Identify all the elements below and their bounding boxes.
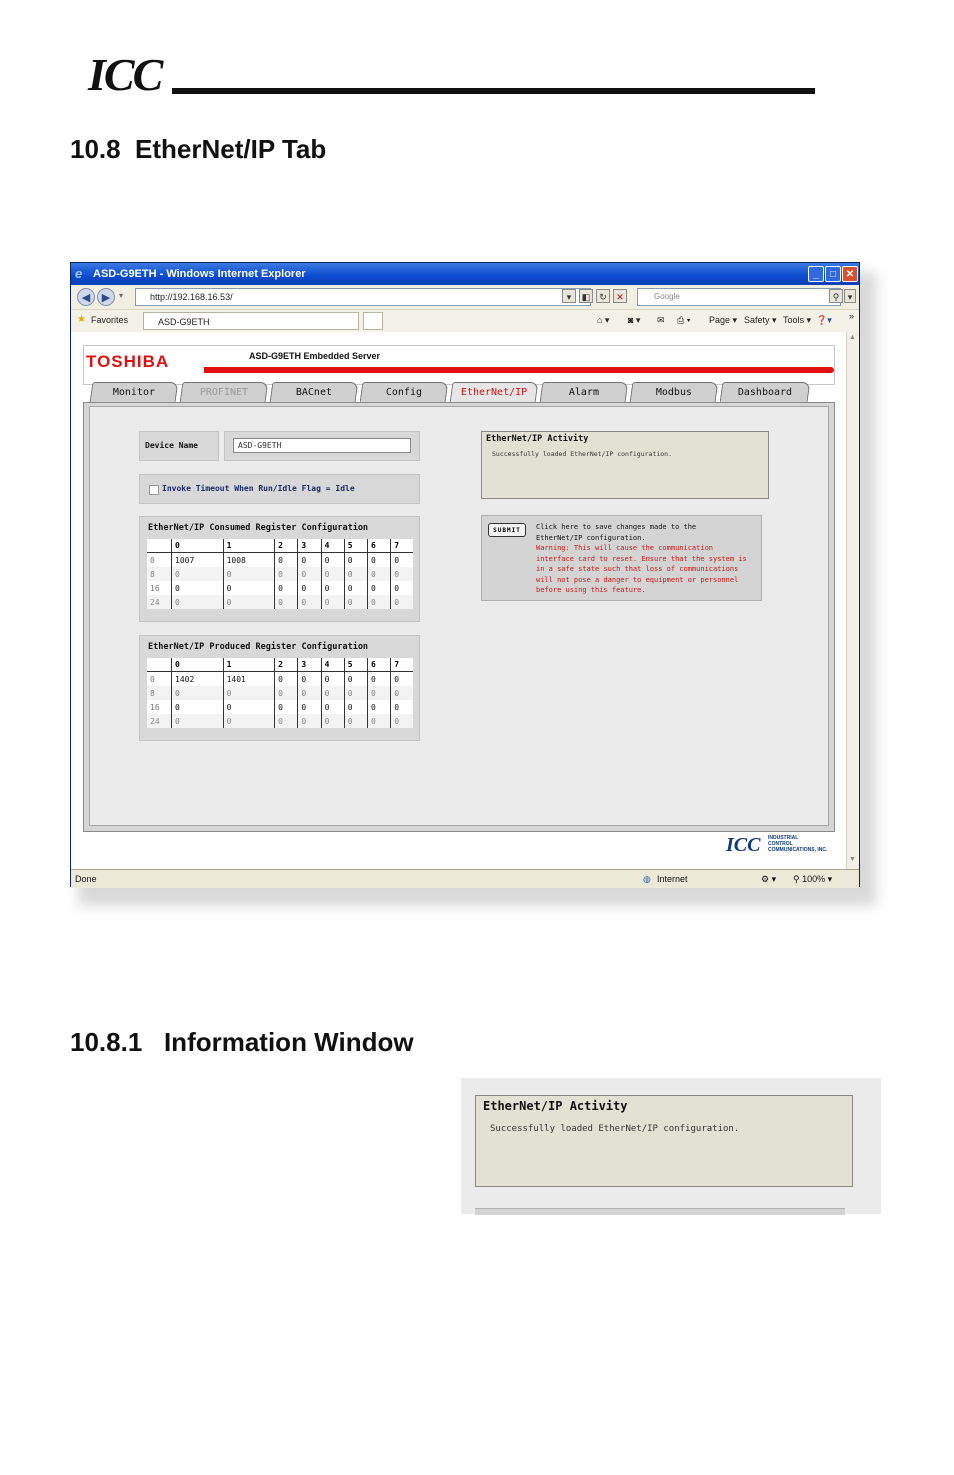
print-icon[interactable]: ⎙ ▾: [677, 315, 691, 325]
register-cell[interactable]: 0: [368, 595, 391, 609]
submit-info: [536, 522, 696, 543]
submit-warning: [536, 543, 747, 596]
register-cell[interactable]: 0: [275, 700, 298, 714]
register-cell[interactable]: 0: [223, 595, 275, 609]
consumed-col-5: 5: [344, 539, 367, 553]
consumed-header-row: [147, 539, 413, 553]
submit-panel: [481, 515, 762, 601]
tab-dashboard-label: Dashboard: [737, 387, 792, 398]
status-text: Done: [75, 874, 97, 884]
favorites-button[interactable]: Favorites: [91, 315, 129, 325]
new-tab-button[interactable]: [363, 312, 383, 330]
register-cell[interactable]: 0: [223, 714, 275, 728]
tab-ethernet-ip[interactable]: [450, 382, 539, 403]
register-cell[interactable]: 0: [321, 595, 344, 609]
scroll-up-icon[interactable]: ▲: [849, 334, 856, 341]
tab-content: [83, 402, 835, 832]
produced-config-title: EtherNet/IP Produced Register Configuration: [148, 642, 369, 652]
protected-mode-icon[interactable]: ⚙ ▾: [761, 874, 777, 884]
register-cell[interactable]: 1401: [223, 672, 275, 687]
register-cell[interactable]: 0: [223, 567, 275, 581]
tab-monitor[interactable]: [90, 382, 179, 402]
consumed-col-0: 0: [172, 539, 224, 553]
tab-monitor-label: Monitor: [112, 387, 155, 398]
register-cell[interactable]: 0: [391, 595, 413, 609]
register-cell[interactable]: 0: [344, 581, 367, 595]
toolbar-page-label: Page: [709, 315, 731, 325]
table-row: [147, 714, 413, 728]
icc-footer-line: COMMUNICATIONS, INC.: [768, 847, 828, 853]
section-title: 10.8 EtherNet/IP Tab: [70, 134, 327, 164]
register-cell[interactable]: 0: [321, 567, 344, 581]
produced-register-table: [147, 658, 413, 728]
row-offset: 24: [147, 595, 172, 609]
toolbar-tools-label: Tools: [783, 315, 805, 325]
register-cell[interactable]: 1008: [223, 553, 275, 568]
register-cell[interactable]: 0: [275, 553, 298, 568]
browser-tab[interactable]: ASD-G9ETH: [143, 312, 359, 330]
register-cell[interactable]: 0: [391, 714, 413, 728]
register-cell[interactable]: 0: [321, 553, 344, 568]
scroll-down-icon[interactable]: ▼: [849, 856, 856, 863]
register-cell[interactable]: 0: [344, 672, 367, 687]
tab-modbus[interactable]: [630, 382, 719, 402]
register-cell[interactable]: 0: [391, 686, 413, 700]
ie-icon: e: [75, 266, 83, 281]
device-name-label-box: [139, 431, 219, 461]
produced-col-6: 6: [368, 658, 391, 672]
register-cell[interactable]: 0: [391, 567, 413, 581]
search-icon[interactable]: ⚲: [829, 289, 843, 303]
register-cell[interactable]: 0: [391, 700, 413, 714]
activity-title-zoom: EtherNet/IP Activity: [483, 1099, 628, 1113]
register-cell[interactable]: 0: [275, 714, 298, 728]
minimize-icon[interactable]: _: [808, 266, 824, 282]
table-row: [147, 553, 413, 568]
register-cell[interactable]: 0: [298, 714, 321, 728]
warning-line: before using this feature.: [536, 586, 646, 594]
timeout-checkbox[interactable]: [149, 485, 159, 495]
register-cell[interactable]: 0: [344, 567, 367, 581]
tab-config-label: Config: [385, 387, 422, 398]
favorites-star-icon: ★: [77, 314, 86, 325]
register-cell[interactable]: 0: [298, 595, 321, 609]
register-cell[interactable]: 0: [298, 553, 321, 568]
tab-ethernet-ip-label: EtherNet/IP: [460, 387, 528, 398]
tab-dashboard[interactable]: [720, 382, 811, 402]
register-cell[interactable]: 0: [172, 567, 224, 581]
produced-col-3: 3: [298, 658, 321, 672]
tab-profinet[interactable]: [180, 382, 269, 402]
address-bar-row: [71, 285, 859, 310]
submit-button[interactable]: SUBMIT: [488, 523, 526, 537]
register-cell[interactable]: 1402: [172, 672, 224, 687]
activity-message-zoom: Successfully loaded EtherNet/IP configuration.: [490, 1124, 740, 1134]
register-cell[interactable]: 0: [321, 581, 344, 595]
consumed-col-4: 4: [321, 539, 344, 553]
submit-info-line: EtherNet/IP configuration.: [536, 533, 646, 542]
warning-line: Warning: This will cause the communication: [536, 544, 714, 552]
row-offset: 8: [147, 567, 172, 581]
subsection-title: 10.8.1 Information Window: [70, 1027, 414, 1057]
tab-bacnet[interactable]: [270, 382, 359, 402]
timeout-checkbox-label: Invoke Timeout When Run/Idle Flag = Idle: [162, 484, 355, 493]
register-cell[interactable]: 0: [223, 686, 275, 700]
toshiba-logo: TOSHIBA: [86, 352, 170, 371]
register-cell[interactable]: 0: [344, 714, 367, 728]
register-cell[interactable]: 0: [275, 581, 298, 595]
window-titlebar: [71, 263, 859, 285]
consumed-col-6: 6: [368, 539, 391, 553]
row-offset: 16: [150, 702, 160, 712]
address-dropdown-icon[interactable]: ▾: [562, 289, 576, 303]
toolbar-safety[interactable]: Safety ▾: [744, 315, 777, 325]
forward-icon[interactable]: ▶: [97, 288, 115, 306]
register-cell[interactable]: 0: [391, 553, 413, 568]
globe-icon: ◍: [643, 874, 651, 884]
register-cell[interactable]: 0: [275, 567, 298, 581]
row-offset: 16: [150, 583, 160, 593]
table-row: [147, 700, 413, 714]
register-cell[interactable]: 0: [172, 686, 224, 700]
chevron-more-icon[interactable]: »: [849, 311, 855, 321]
produced-col-4: 4: [321, 658, 344, 672]
row-offset: 0: [150, 674, 155, 684]
register-cell[interactable]: 0: [368, 553, 391, 568]
register-cell[interactable]: 0: [172, 581, 224, 595]
home-icon[interactable]: ⌂ ▾: [597, 315, 610, 325]
search-input[interactable]: Google: [637, 288, 841, 306]
timeout-checkbox-box: [139, 474, 420, 504]
zoom-capture: [461, 1078, 881, 1214]
window-title: ASD-G9ETH - Windows Internet Explorer: [93, 268, 306, 280]
history-dropdown-icon[interactable]: ▾: [119, 291, 124, 300]
status-zone: Internet: [657, 874, 688, 884]
register-cell[interactable]: 0: [172, 714, 224, 728]
icc-footer-line: INDUSTRIAL: [768, 835, 799, 841]
register-cell[interactable]: 0: [368, 581, 391, 595]
register-cell[interactable]: 0: [321, 672, 344, 687]
close-icon[interactable]: ✕: [842, 266, 858, 282]
icc-footer-line: CONTROL: [768, 841, 793, 847]
consumed-col-1: 1: [223, 539, 275, 553]
status-bar: [71, 869, 859, 888]
back-icon[interactable]: ◀: [77, 288, 95, 306]
app-title: ASD-G9ETH Embedded Server: [249, 351, 381, 361]
device-name-input[interactable]: ASD-G9ETH: [233, 438, 411, 453]
toolbar-tools[interactable]: Tools ▾: [783, 315, 812, 325]
zoom-capture-edge: [475, 1208, 845, 1215]
register-cell[interactable]: 0: [368, 672, 391, 687]
vertical-scrollbar[interactable]: [846, 332, 859, 869]
register-cell[interactable]: 0: [321, 700, 344, 714]
register-cell[interactable]: 0: [368, 686, 391, 700]
browser-window: [70, 262, 860, 887]
register-cell[interactable]: 0: [344, 553, 367, 568]
tab-content-inner: [89, 406, 829, 826]
toolbar-safety-label: Safety: [744, 315, 770, 325]
register-cell[interactable]: 0: [223, 700, 275, 714]
register-cell[interactable]: 0: [368, 700, 391, 714]
page-viewport: [71, 332, 846, 869]
tab-alarm-label: Alarm: [568, 387, 599, 398]
table-row: [147, 595, 413, 609]
produced-col-7: 7: [391, 658, 413, 672]
toolbar-page[interactable]: Page ▾: [709, 315, 738, 325]
favorites-bar: [71, 310, 859, 333]
register-cell[interactable]: 0: [368, 567, 391, 581]
consumed-register-table: [147, 539, 413, 609]
refresh-icon[interactable]: ↻: [596, 289, 610, 303]
consumed-col-7: 7: [391, 539, 413, 553]
register-cell[interactable]: 0: [298, 700, 321, 714]
register-cell[interactable]: 0: [368, 714, 391, 728]
register-cell[interactable]: 0: [275, 686, 298, 700]
table-row: [147, 567, 413, 581]
register-cell[interactable]: 0: [344, 686, 367, 700]
header-red-line: [204, 367, 834, 373]
register-cell[interactable]: 0: [298, 672, 321, 687]
help-icon[interactable]: ❓▾: [816, 315, 832, 325]
tab-modbus-label: Modbus: [655, 387, 692, 398]
register-cell[interactable]: 0: [321, 686, 344, 700]
register-cell[interactable]: 0: [223, 581, 275, 595]
icc-footer-logo: ICC: [726, 834, 761, 856]
consumed-corner: [147, 539, 172, 553]
produced-header-row: [147, 658, 413, 672]
produced-col-5: 5: [344, 658, 367, 672]
produced-col-2: 2: [275, 658, 298, 672]
search-options-icon[interactable]: ▾: [844, 289, 856, 303]
tab-alarm[interactable]: [540, 382, 629, 402]
warning-line: interface card to reset. Ensure that the system is: [536, 554, 747, 563]
register-cell[interactable]: 0: [298, 567, 321, 581]
register-cell[interactable]: 0: [344, 595, 367, 609]
activity-title: EtherNet/IP Activity: [486, 434, 589, 444]
activity-window: [481, 431, 769, 499]
table-row: [147, 581, 413, 595]
warning-line: will not pose a danger to equipment or personnel: [536, 575, 739, 584]
register-cell[interactable]: 0: [298, 686, 321, 700]
register-cell[interactable]: 0: [275, 595, 298, 609]
tab-config[interactable]: [360, 382, 449, 402]
device-name-label: Device Name: [145, 441, 198, 450]
row-offset: 8: [147, 686, 172, 700]
zoom-level: 100%: [802, 874, 826, 884]
register-cell[interactable]: 0: [344, 700, 367, 714]
icc-logo: ICC: [88, 49, 162, 100]
device-name-box: [224, 431, 420, 461]
activity-message: Successfully loaded EtherNet/IP configuration.: [492, 450, 673, 458]
maximize-icon[interactable]: □: [825, 266, 841, 282]
zoom-control[interactable]: ⚲ 100% ▾: [793, 874, 833, 884]
submit-info-line: Click here to save changes made to the: [536, 523, 697, 531]
produced-col-0: 0: [172, 658, 224, 672]
produced-config-panel: [139, 635, 420, 741]
register-cell[interactable]: 0: [172, 595, 224, 609]
address-input[interactable]: http://192.168.16.53/: [135, 288, 591, 306]
register-cell[interactable]: 0: [298, 581, 321, 595]
header-rule: [172, 88, 815, 94]
tab-profinet-label: PROFINET: [199, 387, 248, 398]
register-cell[interactable]: 1007: [172, 553, 224, 568]
mail-icon[interactable]: ✉: [657, 315, 665, 325]
consumed-col-3: 3: [298, 539, 321, 553]
compat-icon[interactable]: ◧: [579, 289, 593, 303]
stop-icon[interactable]: ✕: [613, 289, 627, 303]
tab-bacnet-label: BACnet: [295, 387, 332, 398]
register-cell[interactable]: 0: [172, 700, 224, 714]
register-cell[interactable]: 0: [391, 672, 413, 687]
feeds-icon[interactable]: ◙ ▾: [628, 315, 641, 325]
produced-corner: [147, 658, 172, 672]
row-offset: 24: [147, 714, 172, 728]
register-cell[interactable]: 0: [391, 581, 413, 595]
table-row: [147, 686, 413, 700]
consumed-config-title: EtherNet/IP Consumed Register Configuration: [148, 523, 369, 533]
icc-footer-text: [768, 835, 827, 853]
warning-line: in a safe state such that loss of communications: [536, 565, 739, 573]
row-offset: 0: [150, 555, 155, 565]
produced-col-1: 1: [223, 658, 275, 672]
register-cell[interactable]: 0: [321, 714, 344, 728]
consumed-config-panel: [139, 516, 420, 622]
register-cell[interactable]: 0: [275, 672, 298, 687]
activity-window-zoom: [475, 1095, 853, 1187]
consumed-col-2: 2: [275, 539, 298, 553]
table-row: [147, 672, 413, 687]
app-header: [83, 345, 835, 385]
